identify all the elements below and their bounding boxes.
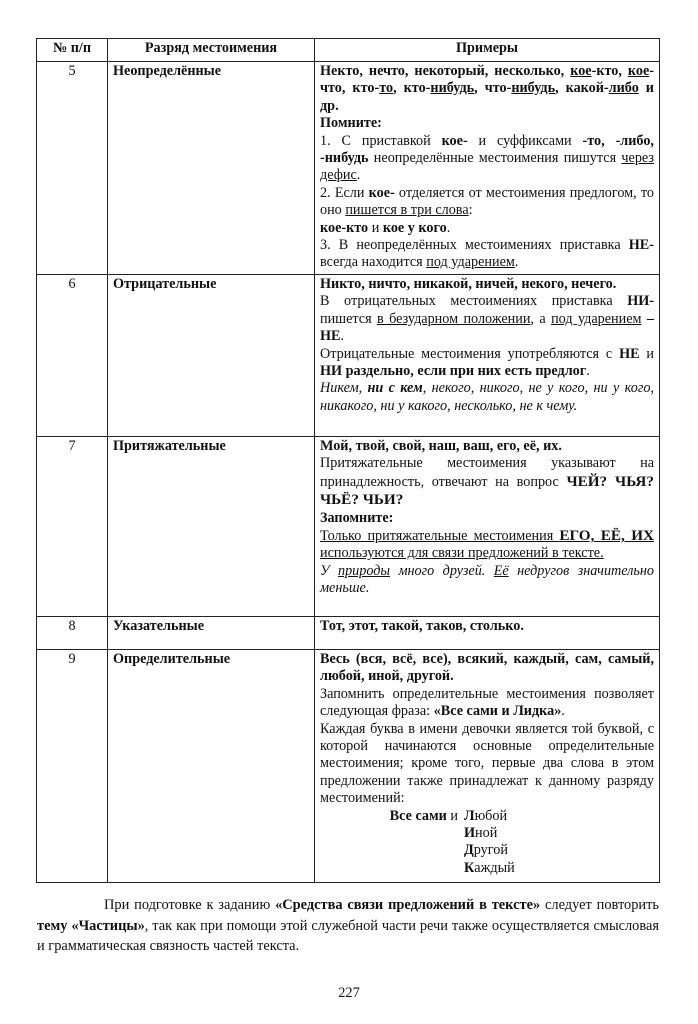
rule-1: Притяжательные местоимения указывают на принадлежность, отвечают на вопрос ЧЕЙ? ЧЬЯ? ЧЬЁ? ЧЬИ?	[320, 455, 654, 509]
mnemonic-row	[370, 842, 654, 859]
mnemonic-row	[370, 825, 654, 842]
example-text: У природы много друзей. Её недругов значительно меньше.	[320, 562, 655, 597]
examples-list: Некто, нечто, некоторый, несколько, кое-кто, кое-что, кто-то, кто-нибудь, что-нибудь, какой-либо и др.	[320, 63, 655, 114]
row-examples	[315, 436, 660, 616]
row-category: Отрицательные	[108, 274, 315, 436]
row-examples	[315, 616, 660, 649]
table-header-row	[37, 39, 660, 62]
table-row	[37, 436, 660, 616]
rule-2: 2. Если кое- отделяется от местоимения предлогом, то оно пишется в три слова:	[320, 184, 654, 219]
mnemonic-list	[370, 808, 654, 878]
rule-1: В отрицательных местоимениях приставка НИ- пишется в безударном положении, а под ударением – НЕ.	[320, 293, 655, 345]
mnemonic-word: Другой	[464, 842, 508, 859]
row-number: 6	[37, 274, 108, 436]
page-number: 227	[338, 985, 360, 1001]
rule-2: Отрицательные местоимения употребляются с НЕ и НИ раздельно, если при них есть предлог.	[320, 345, 655, 379]
row-category: Неопределённые	[108, 62, 315, 275]
mnemonic-row	[370, 860, 654, 877]
rule-1: Запомнить определительные местоимения позволяет следующая фраза: «Все сами и Лидка».	[320, 685, 654, 720]
rule-1: 1. С приставкой кое- и суффиксами -то, -либо, -нибудь неопределённые местоимения пишутся через дефис.	[320, 132, 654, 184]
table-row	[37, 274, 660, 436]
examples-list: Мой, твой, свой, наш, ваш, его, её, их.	[320, 437, 562, 454]
mnemonic-word: Любой	[464, 807, 508, 824]
table-row	[37, 62, 660, 275]
mnemonic-word: Каждый	[464, 859, 515, 876]
remember-label: Запомните:	[320, 509, 394, 526]
remember-label: Помните:	[320, 115, 382, 132]
examples-list: Весь (вся, всё, все), всякий, каждый, сам, самый, любой, иной, другой.	[320, 650, 654, 685]
row-examples	[315, 62, 660, 275]
row-number: 9	[37, 649, 108, 882]
row-category: Притяжательные	[108, 436, 315, 616]
rule-3: 3. В неопределённых местоимениях приставка НЕ- всегда находится под ударением.	[320, 237, 654, 271]
row-category: Определительные	[108, 649, 315, 882]
row-examples	[315, 649, 660, 882]
row-number: 8	[37, 616, 108, 649]
example-text: Никем, ни с кем, некого, никого, не у кого, ни у кого, никакого, ни у какого, несколько, не к чему.	[320, 380, 654, 414]
rule-2-example: кое-кто и кое у кого.	[320, 219, 451, 236]
table-row	[37, 649, 660, 882]
examples-list: Тот, этот, такой, таков, столько.	[320, 617, 524, 634]
mnemonic-row: Все сами и Любой	[389, 807, 508, 824]
pronoun-categories-table	[36, 38, 660, 883]
rule-2: Только притяжательные местоимения ЕГО, ЕЁ, ИХ используются для связи предложений в тексте.	[320, 526, 654, 562]
table-row	[37, 616, 660, 649]
header-category: Разряд местоимения	[108, 39, 315, 62]
row-category: Указательные	[108, 616, 315, 649]
row-examples	[315, 274, 660, 436]
row-number: 7	[37, 436, 108, 616]
header-number: № п/п	[37, 39, 108, 62]
rule-2: Каждая буква в имени девочки является той буквой, с которой начинаются основные определительные местоимения; кроме того, первые два слова в этом предложении также принадлежат к данному разряду местоимений:	[320, 720, 654, 807]
footer-paragraph: При подготовке к заданию «Средства связи предложений в тексте» следует повторить тему «Частицы», так как при помощи этой служебной части речи также осуществляется смысловая и грамматическая связность частей текста.	[37, 897, 659, 954]
header-examples: Примеры	[315, 39, 660, 62]
examples-list: Никто, ничто, никакой, ничей, некого, нечего.	[320, 275, 617, 292]
mnemonic-word: Иной	[464, 824, 498, 841]
row-number: 5	[37, 62, 108, 275]
